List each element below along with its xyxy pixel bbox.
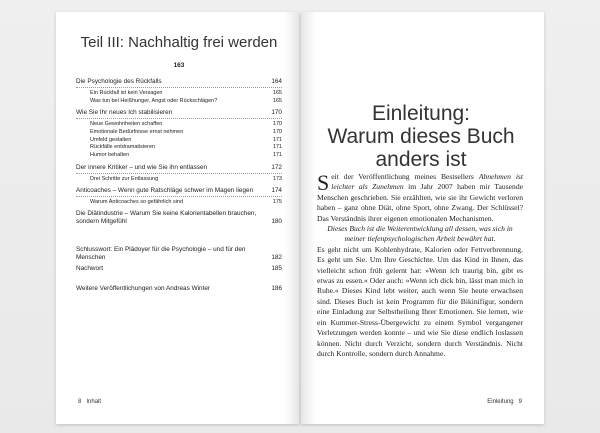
right-page-number: 9 bbox=[518, 399, 522, 405]
toc-entry-title: Schlusswort: Ein Plädoyer für die Psychologie – und für den Menschen bbox=[76, 246, 246, 261]
toc-entry bbox=[76, 285, 282, 293]
left-gutter-shadow bbox=[285, 12, 299, 424]
pull-quote: Dieses Buch ist die Weiterentwicklung all dessen, was sich in meiner tiefenpsychologischen Arbeit bewährt hat. bbox=[327, 224, 513, 244]
table-of-contents bbox=[76, 78, 282, 293]
toc-entry-page: 185 bbox=[271, 265, 282, 273]
toc-divider bbox=[76, 118, 282, 119]
toc-entry-page: 173 bbox=[272, 175, 282, 182]
left-page bbox=[56, 12, 299, 424]
part-title: Teil III: Nachhaltig frei werden bbox=[80, 34, 278, 51]
toc-entry bbox=[76, 152, 282, 160]
toc-entry-page: 170 bbox=[272, 120, 282, 127]
toc-entry-title: Die Diätindustrie – Warum Sie keine Kalorientabellen brauchen, sondern Mitgefühl bbox=[76, 210, 257, 226]
right-running-head: Einleitung bbox=[487, 399, 514, 405]
toc-entry bbox=[76, 144, 282, 152]
left-page-footer bbox=[78, 399, 101, 405]
drop-cap: S bbox=[317, 170, 330, 195]
toc-entry-page: 182 bbox=[271, 253, 282, 261]
toc-entry-page: 171 bbox=[272, 144, 282, 151]
left-running-head: Inhalt bbox=[86, 399, 102, 405]
toc-entry-title: Nachwort bbox=[76, 265, 103, 273]
toc-entry-page: 164 bbox=[271, 78, 282, 85]
toc-divider bbox=[76, 87, 282, 88]
toc-entry-title: Humor behalten bbox=[90, 152, 130, 159]
chapter-title-line: Einleitung: bbox=[371, 102, 471, 125]
toc-entry-title: Ein Rückfall ist kein Versagen bbox=[90, 89, 163, 96]
toc-entry-title: Umfeld gestalten bbox=[90, 136, 132, 143]
toc-entry-page: 171 bbox=[272, 152, 282, 159]
toc-entry bbox=[76, 78, 282, 86]
right-gutter-shadow bbox=[301, 12, 315, 424]
paragraph bbox=[317, 172, 523, 224]
chapter-title-line: anders ist bbox=[375, 148, 467, 171]
toc-entry bbox=[76, 265, 282, 273]
toc-entry-page: 165 bbox=[272, 97, 282, 104]
toc-entry-page: 174 bbox=[271, 187, 282, 195]
toc-entry-title: Warum Anticoaches so gefährlich sind bbox=[90, 198, 184, 205]
toc-entry-page: 180 bbox=[271, 218, 282, 226]
toc-entry-title: Neue Gewohnheiten schaffen bbox=[90, 120, 163, 127]
paragraph: Es geht nicht um Kohlenhydrate, Kalorien oder Fettverbrennung. Es geht um Sie. Um Ihre Geschichte. Um das Kind in Ihnen, das vielleicht schon früh gelernt hat: »Wenn ich traurig bin, gibt es etwas zu essen.« Oder auch: »Wenn ich dick bin, lässt man mich in Ruhe.« Dieses Kind lebt weiter, auch wenn Sie heute erwachsen sind. Dieses Buch ist kein Programm für die Bikinifigur, sondern eine Einladung zur Selbstheilung Ihrer Emotionen. Sie lernen, wie ein Kummer-Stress-Übergewicht zu einem Symbol vergangener Verletzungen werden konnte – und wie Sie diese endlich loslassen können. Nicht durch Verzicht, sondern durch Verständnis. Nicht durch Kontrolle, sondern durch Annahme. bbox=[317, 244, 523, 358]
toc-entry-title: Der innere Kritiker – und wie Sie ihn entlassen bbox=[76, 163, 208, 171]
toc-entry-page: 165 bbox=[272, 89, 282, 96]
book-title: Abnehmen ist leichter als Zunehmen bbox=[331, 172, 523, 192]
toc-entry-title: Anticoaches – Wenn gute Ratschläge schwer im Magen liegen bbox=[76, 187, 254, 195]
toc-entry-title: Rückfälle entdramatisieren bbox=[90, 144, 156, 151]
toc-entry-page: 171 bbox=[272, 136, 282, 143]
toc-spacer bbox=[76, 226, 282, 246]
left-page-number: 8 bbox=[78, 399, 82, 405]
toc-spacer bbox=[76, 273, 282, 285]
toc-entry bbox=[76, 90, 282, 98]
toc-divider bbox=[76, 173, 282, 174]
chapter-title-line: Warum dieses Buch bbox=[327, 125, 515, 148]
toc-divider bbox=[76, 196, 282, 197]
toc-entry-title: Emotionale Bedürfnisse ernst nehmen bbox=[90, 128, 184, 135]
toc-entry bbox=[76, 129, 282, 137]
toc-entry bbox=[76, 121, 282, 129]
chapter-body bbox=[317, 172, 523, 359]
toc-entry bbox=[76, 164, 282, 172]
right-page-footer bbox=[487, 399, 522, 405]
paragraph-text: eit der Veröffentlichung meines Bestsellers bbox=[331, 172, 479, 181]
toc-entry bbox=[76, 176, 282, 184]
right-page bbox=[301, 12, 544, 424]
toc-entry-title: Die Psychologie des Rückfalls bbox=[76, 78, 162, 85]
chapter-title bbox=[311, 102, 531, 171]
part-page-number: 163 bbox=[173, 62, 185, 69]
toc-entry bbox=[76, 210, 282, 226]
toc-entry-page: 172 bbox=[271, 163, 282, 171]
toc-entry bbox=[76, 137, 282, 145]
toc-entry-title: Was tun bei Heißhunger, Angst oder Rückschlägen? bbox=[90, 97, 218, 104]
toc-entry-page: 170 bbox=[271, 109, 282, 117]
toc-entry-page: 175 bbox=[272, 198, 282, 205]
paragraph-text: im Jahr 2007 haben mir Tausende Menschen geschrieben. Sie erzählten, wie sie ihr Gewicht verloren haben – ganz ohne Diät, ohne Sport, ohne Zwang. Der Schlüssel? Das Verständnis ihrer eigenen emotionalen Mechanismen. bbox=[317, 182, 523, 223]
toc-entry-title: Weitere Veröffentlichungen von Andreas Winter bbox=[76, 285, 211, 293]
toc-entry-page: 186 bbox=[271, 285, 282, 293]
toc-entry bbox=[76, 109, 282, 117]
toc-entry bbox=[76, 246, 282, 262]
toc-entry-title: Drei Schritte zur Entlassung bbox=[90, 175, 159, 182]
toc-entry-title: Wie Sie Ihr neues Ich stabilisieren bbox=[76, 109, 173, 117]
toc-entry bbox=[76, 199, 282, 207]
toc-entry-page: 170 bbox=[272, 128, 282, 135]
toc-entry bbox=[76, 187, 282, 195]
toc-entry bbox=[76, 98, 282, 106]
